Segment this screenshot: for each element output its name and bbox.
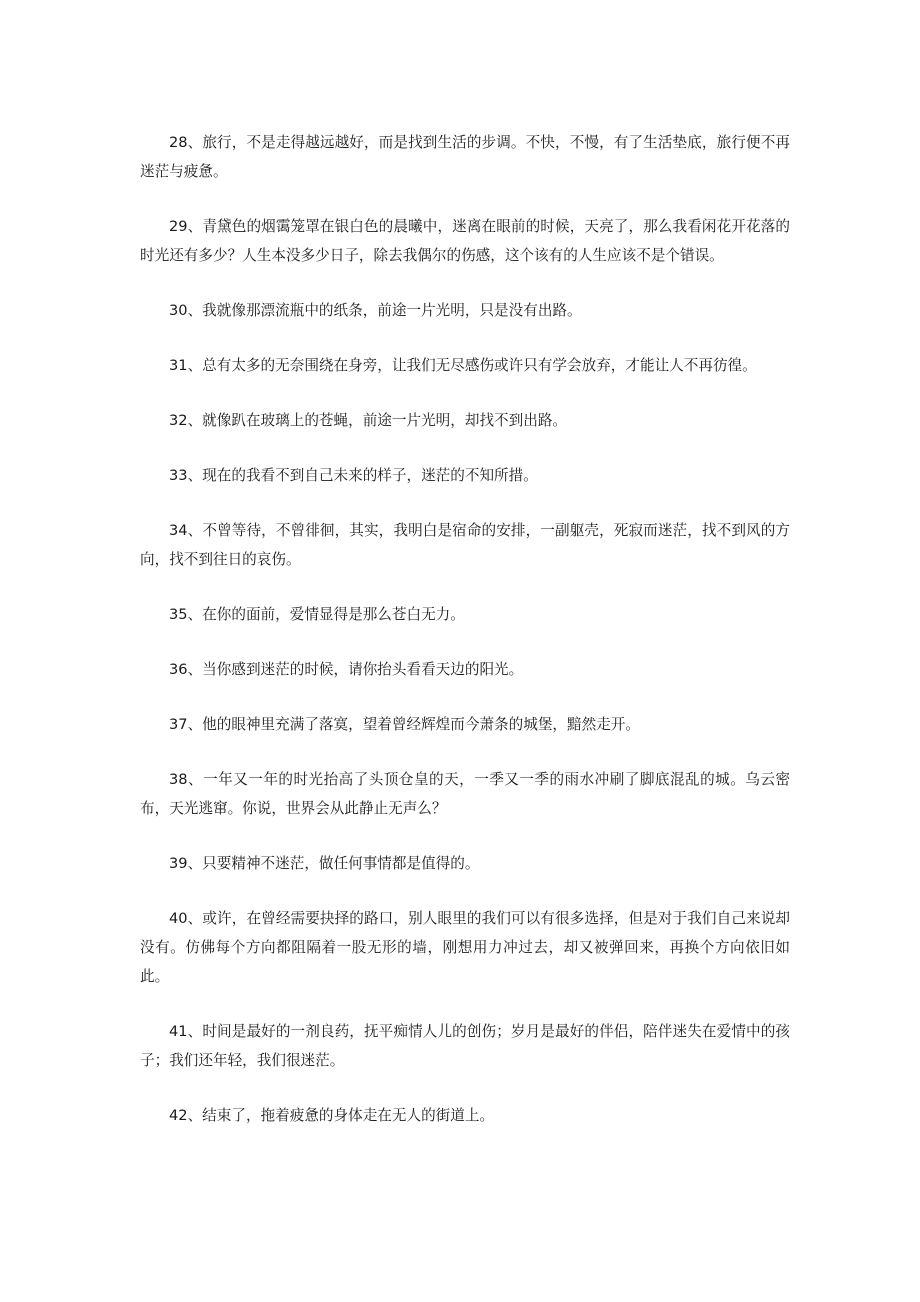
paragraph-29: 29、青黛色的烟霭笼罩在银白色的晨曦中，迷离在眼前的时候，天亮了，那么我看闲花开花落的时光还有多少？人生本没多少日子，除去我偶尔的伤感，这个该有的人生应该不是个错误。 [140, 218, 790, 264]
paragraph-28: 28、旅行，不是走得越远越好，而是找到生活的步调。不快，不慢，有了生活垫底，旅行便不再迷茫与疲惫。 [140, 134, 790, 180]
paragraph-37: 37、他的眼神里充满了落寞，望着曾经辉煌而今萧条的城堡，黯然走开。 [169, 716, 640, 733]
paragraph-34: 34、不曾等待，不曾徘徊，其实，我明白是宿命的安排，一副躯壳，死寂而迷茫，找不到风的方向，找不到往日的哀伤。 [140, 522, 790, 568]
document-page [140, 128, 790, 1130]
paragraph-38: 38、一年又一年的时光抬高了头顶仓皇的天，一季又一季的雨水冲刷了脚底混乱的城。乌云密布，天光逃窜。你说，世界会从此静止无声么？ [140, 771, 790, 817]
paragraph-41: 41、时间是最好的一剂良药，抚平痴情人儿的创伤；岁月是最好的伴侣，陪伴迷失在爱情中的孩子；我们还年轻，我们很迷茫。 [140, 1023, 790, 1069]
paragraph-35: 35、在你的面前，爱情显得是那么苍白无力。 [169, 606, 465, 623]
paragraph-39: 39、只要精神不迷茫，做任何事情都是值得的。 [169, 855, 480, 872]
paragraph-33: 33、现在的我看不到自己未来的样子，迷茫的不知所措。 [169, 467, 538, 484]
paragraph-30: 30、我就像那漂流瓶中的纸条，前途一片光明，只是没有出路。 [169, 302, 582, 319]
paragraph-42: 42、结束了，拖着疲惫的身体走在无人的街道上。 [169, 1107, 495, 1124]
paragraph-32: 32、就像趴在玻璃上的苍蝇，前途一片光明，却找不到出路。 [169, 412, 568, 429]
paragraph-31: 31、总有太多的无奈围绕在身旁，让我们无尽感伤或许只有学会放弃，才能让人不再彷徨。 [169, 357, 757, 374]
paragraph-36: 36、当你感到迷茫的时候，请你抬头看看天边的阳光。 [169, 661, 524, 678]
paragraph-40: 40、或许，在曾经需要抉择的路口，别人眼里的我们可以有很多选择，但是对于我们自己来说却没有。仿佛每个方向都阻隔着一股无形的墙，刚想用力冲过去，却又被弹回来，再换个方向依旧如此。 [140, 910, 790, 985]
